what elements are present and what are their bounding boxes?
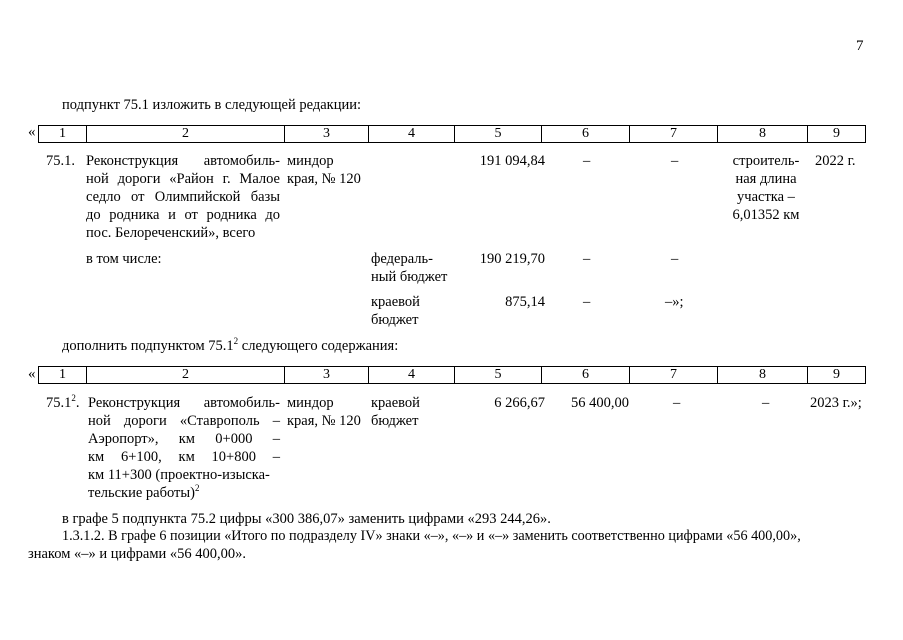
row-751-col8 — [722, 152, 810, 224]
federal-col5: 190 219,70 — [479, 251, 545, 267]
open-quote-2: « — [28, 366, 36, 382]
federal-budget-label-line: федераль- — [371, 251, 433, 267]
row-751-name-line: пос. Белореченский», всего — [86, 225, 256, 241]
row-751-name-line: Реконструкция автомобиль- — [86, 153, 280, 169]
including-label: в том числе: — [86, 251, 162, 267]
regional-budget-label-line: бюджет — [371, 312, 419, 328]
header-col-3: 3 — [285, 126, 369, 143]
row-751-col5: 191 094,84 — [479, 153, 545, 169]
header-col-2: 2 — [87, 126, 285, 143]
row-7512-name-line: км 11+300 (проектно-изыска- — [88, 467, 270, 483]
intro-paragraph-2 — [62, 338, 398, 355]
row-7512-col4-line: краевой — [371, 395, 420, 411]
row-7512-name-line-last — [88, 484, 280, 502]
row-7512-col3-line: миндор — [287, 395, 334, 411]
row-7512-number — [46, 394, 80, 412]
row-7512-col3 — [287, 394, 361, 430]
row-751-col7: – — [671, 153, 679, 169]
row-7512-name-line: Реконструкция автомобиль- — [88, 395, 280, 411]
intro-paragraph-2-sup: 2 — [233, 336, 239, 347]
header-col-7: 7 — [630, 367, 718, 384]
row-7512-col9: 2023 г.»; — [810, 395, 862, 411]
header-col-4: 4 — [369, 126, 455, 143]
row-7512-number-dot: . — [75, 395, 80, 411]
open-quote-1: « — [28, 124, 36, 140]
header-col-6: 6 — [542, 367, 630, 384]
row-7512-name-line: Аэропорт», км 0+000 – — [88, 431, 280, 447]
row-751-col8-line: 6,01352 км — [732, 207, 800, 223]
column-header-table-1 — [38, 125, 866, 143]
row-751-col3 — [287, 152, 361, 188]
row-751-col8-line: участка – — [737, 189, 795, 205]
row-7512-col4-line: бюджет — [371, 413, 419, 429]
federal-budget-label — [371, 250, 447, 286]
row-751-col6: – — [583, 153, 591, 169]
column-header-table-2 — [38, 366, 866, 384]
regional-budget-label — [371, 293, 420, 329]
header-col-7: 7 — [630, 126, 718, 143]
row-7512-col6: 56 400,00 — [571, 395, 629, 411]
row-7512-col5: 6 266,67 — [494, 395, 545, 411]
paragraph-1312-line2: знаком «–» и цифрами «56 400,00». — [28, 546, 247, 562]
header-col-5: 5 — [455, 126, 542, 143]
row-751-col3-line: края, № 120 — [287, 171, 361, 187]
header-col-8: 8 — [718, 367, 808, 384]
paragraph-column5: в графе 5 подпункта 75.2 цифры «300 386,07» заменить цифрами «293 244,26». — [62, 511, 551, 527]
row-751-number: 75.1. — [46, 153, 75, 169]
paragraph-1312-line1: 1.3.1.2. В графе 6 позиции «Итого по подразделу IV» знаки «–», «–» и «–» заменить соответственно цифрами «56 400,00», — [62, 528, 801, 544]
row-751-col8-line: ная длина — [735, 171, 797, 187]
federal-col7: – — [671, 251, 679, 267]
intro-paragraph-1: подпункт 75.1 изложить в следующей редакции: — [62, 97, 362, 113]
federal-budget-label-line: ный бюджет — [371, 269, 448, 285]
row-7512-col8: – — [762, 395, 770, 411]
header-col-4: 4 — [369, 367, 455, 384]
row-7512-col4 — [371, 394, 420, 430]
header-col-2: 2 — [87, 367, 285, 384]
row-7512-name-line: км 6+100, км 10+800 – — [88, 449, 280, 465]
row-7512-number-text: 75.1 — [46, 395, 72, 411]
header-col-6: 6 — [542, 126, 630, 143]
header-col-9: 9 — [808, 367, 866, 384]
header-col-1: 1 — [39, 367, 87, 384]
row-751-name-line: до родника и от родника до — [86, 207, 280, 223]
row-751-col3-line: миндор — [287, 153, 334, 169]
federal-col6: – — [583, 251, 591, 267]
header-col-9: 9 — [808, 126, 866, 143]
regional-col6: – — [583, 294, 591, 310]
row-7512-col7: – — [673, 395, 681, 411]
row-7512-name-line: ной дороги «Ставрополь – — [88, 413, 280, 429]
page-number: 7 — [856, 38, 864, 54]
row-7512-number-sup: 2 — [71, 393, 76, 404]
header-col-8: 8 — [718, 126, 808, 143]
row-751-col8-line: строитель- — [732, 153, 800, 169]
row-751-name-line: ной дороги «Район г. Малое — [86, 171, 280, 187]
regional-budget-label-line: краевой — [371, 294, 420, 310]
regional-col7: –»; — [665, 294, 684, 310]
row-751-name-line: седло от Олимпийской базы — [86, 189, 280, 205]
row-7512-name — [88, 394, 280, 502]
header-col-1: 1 — [39, 126, 87, 143]
regional-col5: 875,14 — [505, 294, 545, 310]
row-7512-col3-line: края, № 120 — [287, 413, 361, 429]
intro-paragraph-2-tail: следующего содержания: — [238, 338, 399, 354]
row-751-col9: 2022 г. — [815, 153, 856, 169]
header-col-3: 3 — [285, 367, 369, 384]
header-col-5: 5 — [455, 367, 542, 384]
row-7512-name-sup: 2 — [194, 483, 200, 494]
intro-paragraph-2-text: дополнить подпунктом 75.1 — [62, 338, 234, 354]
row-7512-name-last-text: тельские работы) — [88, 485, 195, 501]
row-751-name — [86, 152, 280, 242]
